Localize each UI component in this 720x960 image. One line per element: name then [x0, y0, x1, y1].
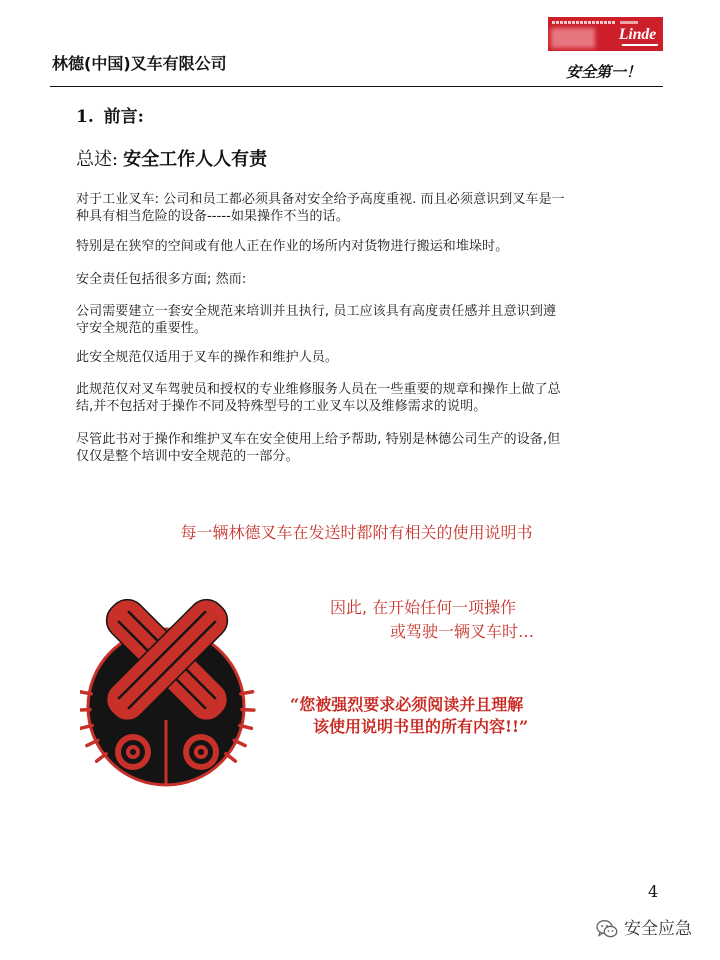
paragraph-line: 对于工业叉车: 公司和员工都必须具备对安全给予高度重视. 而且必须意识到叉车是一 [76, 192, 565, 207]
overview-label: 总述: [76, 149, 119, 170]
paragraph-line: 安全责任包括很多方面; 然而: [76, 272, 247, 287]
paragraph-line: 特别是在狭窄的空间或有他人正在作业的场所内对货物进行搬运和堆垛时。 [76, 239, 509, 254]
watermark [596, 918, 692, 940]
logo-wordmark: Linde [618, 26, 656, 43]
paragraph-3 [76, 272, 246, 289]
paragraph-line: 此安全规范仅适用于叉车的操作和维护人员。 [76, 350, 339, 365]
before-operation-line-1: 因此, 在开始任何一项操作 [330, 598, 517, 617]
paragraph-line: 种具有相当危险的设备-----如果操作不当的话。 [76, 208, 349, 224]
safety-pictogram-icon [80, 580, 260, 795]
before-operation-line-2: 或驾驶一辆叉车时… [390, 622, 535, 641]
paragraph-line: 仅仅是整个培训中安全规范的一部分。 [76, 448, 299, 464]
paragraph-1 [76, 192, 565, 225]
paragraph-line: 守安全规范的重要性。 [76, 320, 208, 336]
logo-tagline-strip [552, 21, 616, 24]
paragraph-line: 结,并不包括对于操作不同及特殊型号的工业叉车以及维修需求的说明。 [76, 398, 487, 414]
watermark-label: 安全应急 [624, 919, 692, 939]
paragraph-7 [76, 432, 560, 465]
paragraph-line: 此规范仅对叉车驾驶员和授权的专业维修服务人员在一些重要的规章和操作上做了总 [76, 382, 561, 397]
section-title: 1. 前言: [76, 107, 144, 127]
paragraph-6 [76, 382, 561, 415]
paragraph-line: 公司需要建立一套安全规范来培训并且执行, 员工应该具有高度责任感并且意识到遵 [76, 304, 557, 319]
header-divider [50, 86, 663, 87]
safety-slogan: 安全第一！ [566, 63, 642, 81]
paragraph-5 [76, 350, 338, 367]
paragraph-2 [76, 239, 508, 256]
requirement-line-1: “您被强烈要求必须阅读并且理解 [290, 695, 524, 714]
logo-tagline-strip-2 [620, 21, 638, 24]
manual-notice: 每一辆林德叉车在发送时都附有相关的使用说明书 [180, 523, 533, 542]
company-name: 林德(中国)叉车有限公司 [52, 54, 227, 73]
wechat-icon [596, 919, 618, 939]
logo-masked-area [551, 28, 595, 48]
linde-logo [548, 17, 663, 51]
overview-heading [76, 148, 267, 172]
overview-title: 安全工作人人有责 [123, 149, 268, 170]
requirement-line-2: 该使用说明书里的所有内容!!” [313, 717, 529, 736]
paragraph-line: 尽管此书对于操作和维护叉车在安全使用上给予帮助, 特别是林德公司生产的设备,但 [76, 432, 561, 447]
paragraph-4 [76, 304, 556, 337]
page-number: 4 [648, 882, 659, 901]
